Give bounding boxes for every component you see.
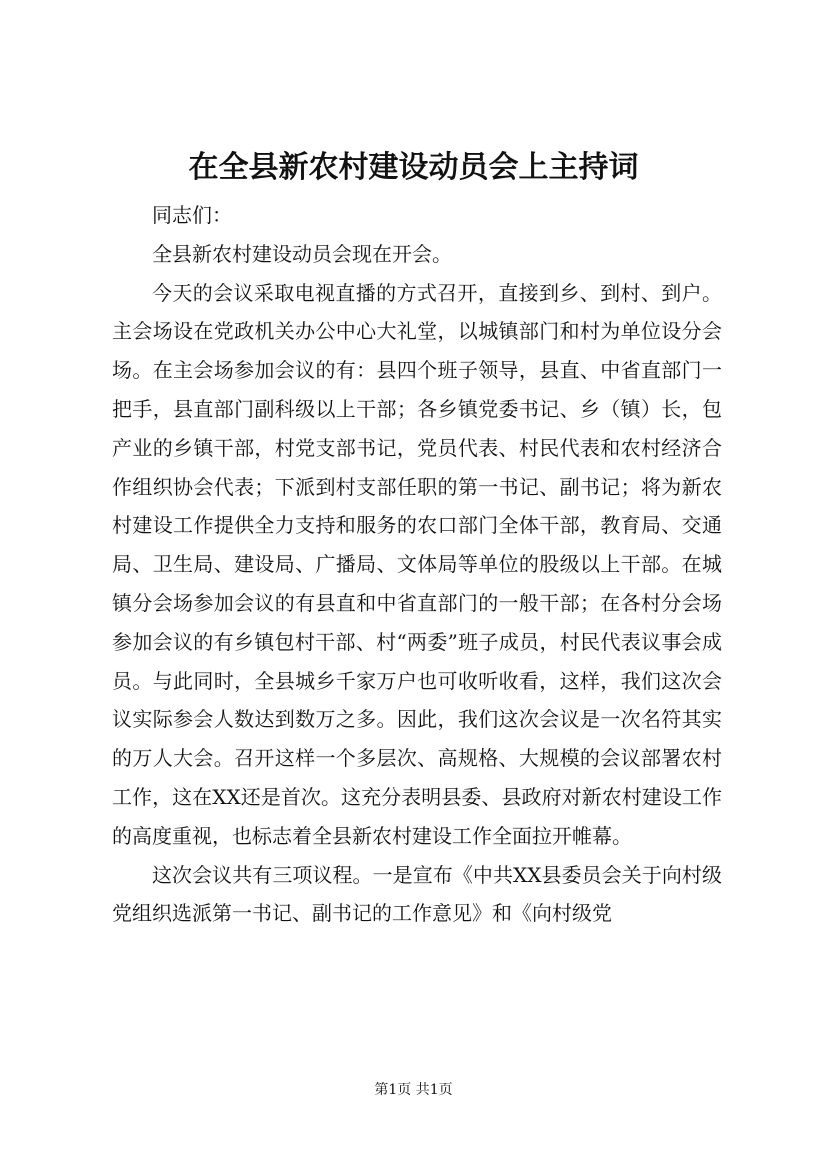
paragraph-greeting: 同志们：	[152, 203, 232, 227]
paragraph-opening: 全县新农村建设动员会现在开会。	[152, 241, 452, 266]
page-number-footer: 第1页 共1页	[374, 1082, 453, 1098]
document-body	[112, 196, 722, 933]
paragraph-agenda: 这次会议共有三项议程。一是宣布《中共XX县委员会关于向村级党组织选派第一书记、副书记的工作意见》和《向村级党	[112, 862, 722, 926]
document-title: 在全县新农村建设动员会上主持词	[188, 150, 639, 185]
paragraph-attendance: 今天的会议采取电视直播的方式召开，直接到乡、到村、到户。主会场设在党政机关办公中心大礼堂，以城镇部门和村为单位设分会场。在主会场参加会议的有：县四个班子领导，县直、中省直部门一把手，县直部门副科级以上干部；各乡镇党委书记、乡（镇）长，包产业的乡镇干部，村党支部书记，党员代表、村民代表和农村经济合作组织协会代表；下派到村支部任职的第一书记、副书记；将为新农村建设工作提供全力支持和服务的农口部门全体干部，教育局、交通局、卫生局、建设局、广播局、文体局等单位的股级以上干部。在城镇分会场参加会议的有县直和中省直部门的一般干部；在各村分会场参加会议的有乡镇包村干部、村“两委”班子成员，村民代表议事会成员。与此同时，全县城乡千家万户也可收听收看，这样，我们这次会议实际参会人数达到数万之多。因此，我们这次会议是一次名符其实的万人大会。召开这样一个多层次、高规格、大规模的会议部署农村工作，这在XX还是首次。这充分表明县委、县政府对新农村建设工作的高度重视，也标志着全县新农村建设工作全面拉开帷幕。	[112, 280, 722, 848]
